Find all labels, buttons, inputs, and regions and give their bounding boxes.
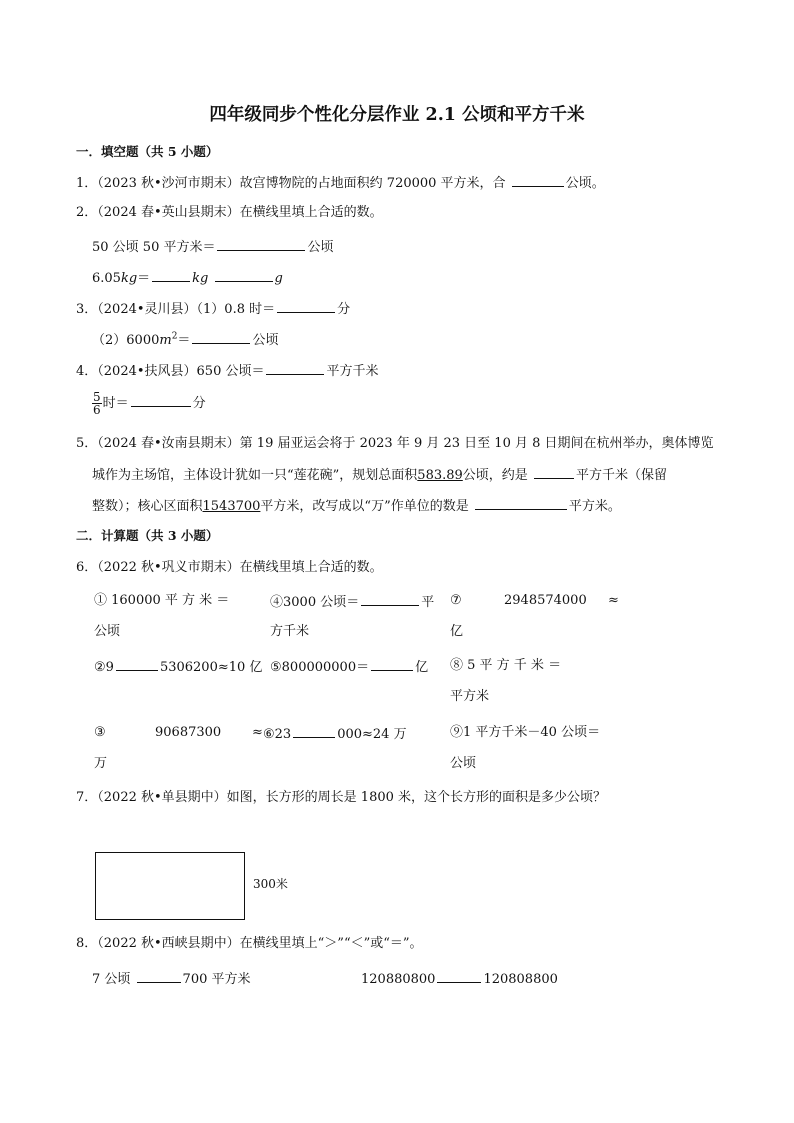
- q6-item-7: [450, 591, 462, 611]
- question-text: ≈: [252, 725, 263, 740]
- question-text: ⑨1 平方千米－40 公顷＝: [450, 725, 601, 740]
- answer-blank[interactable]: [361, 591, 419, 606]
- q6-item-8: [450, 656, 561, 676]
- question-text: 公顷，约是: [462, 468, 528, 483]
- unit-exponent: 2: [171, 331, 178, 342]
- question-text: 万: [94, 756, 108, 771]
- q6-item-3-number: [155, 723, 221, 743]
- question-2-line-1: [92, 236, 334, 258]
- question-8-item-a: [92, 968, 251, 990]
- answer-blank[interactable]: [512, 172, 564, 187]
- question-text: 公顷: [307, 240, 334, 255]
- question-3-line-2: [92, 329, 278, 351]
- question-text: 亿: [415, 660, 429, 675]
- fraction-denominator: 6: [93, 403, 101, 417]
- answer-blank[interactable]: [277, 298, 335, 313]
- question-8-item-b: [361, 968, 558, 990]
- question-text: ① 160000 平 方 米 ＝: [94, 593, 230, 608]
- question-text: 分: [337, 302, 351, 317]
- question-5: [76, 434, 714, 454]
- q6-item-3: [94, 723, 106, 743]
- question-text: 5306200≈10 亿: [159, 660, 263, 675]
- question-text: ⑧ 5 平 方 千 米 ＝: [450, 658, 562, 673]
- q6-item-3-cont: [94, 754, 107, 774]
- question-text: 分: [192, 396, 206, 411]
- unit-text: kg: [192, 271, 209, 286]
- question-8: [76, 934, 423, 954]
- q6-item-1: [94, 591, 229, 611]
- question-text: （2022 秋•西峡县期中）在横线里填上“＞”“＜”或“＝”。: [97, 936, 423, 951]
- section-heading-calculation: 二．计算题（共 3 小题）: [76, 528, 219, 543]
- rectangle-figure: [95, 852, 245, 920]
- question-text: 6.05: [92, 271, 121, 286]
- fraction-numerator: 5: [93, 390, 101, 404]
- answer-blank[interactable]: [371, 656, 413, 671]
- question-4-line-2: [92, 390, 206, 418]
- question-text: （2022 秋•巩义市期末）在横线里填上合适的数。: [97, 560, 383, 575]
- q6-item-6: [263, 723, 407, 745]
- section-heading-fill-blank: 一．填空题（共 5 小题）: [76, 144, 219, 159]
- question-5-line-3: [92, 495, 621, 517]
- question-text: （2024 春•汝南县期末）第 19 届亚运会将于 2023 年 9 月 23 日至 10 月 8 日期间在杭州举办，奥体博览: [97, 436, 714, 451]
- answer-blank[interactable]: [475, 495, 567, 510]
- q6-item-9: [450, 723, 600, 743]
- question-text: （2024•扶风县）650 公顷＝: [97, 364, 265, 379]
- question-text: （2）6000: [92, 333, 160, 348]
- question-text: 平方米，改写成以“万”作单位的数是: [260, 499, 469, 514]
- question-text: 整数）；核心区面积: [92, 499, 203, 514]
- question-text: ③: [94, 725, 106, 740]
- q6-item-7-approx: [608, 591, 619, 611]
- answer-blank[interactable]: [217, 236, 305, 251]
- question-3: [76, 298, 350, 320]
- question-number: 8．: [76, 936, 98, 951]
- question-text: ⑥23: [263, 727, 292, 742]
- question-number: 5．: [76, 436, 98, 451]
- question-text: 公顷: [450, 756, 477, 771]
- question-text: （2022 秋•单县期中）如图，长方形的周长是 1800 米，这个长方形的面积是多少公顷？: [97, 790, 607, 805]
- question-text: 平方米: [450, 689, 490, 704]
- question-text: （2023 秋•沙河市期末）故宫博物院的占地面积约 720000 平方米，合: [97, 176, 506, 191]
- question-5-line-2: [92, 464, 667, 486]
- question-text: 平方千米: [326, 364, 379, 379]
- question-number: 6．: [76, 560, 98, 575]
- question-text: 方千米: [270, 624, 310, 639]
- question-text: （2024 春•英山县期末）在横线里填上合适的数。: [97, 205, 383, 220]
- answer-blank[interactable]: [131, 392, 191, 407]
- question-text: 120808800: [483, 972, 558, 987]
- question-6: [76, 558, 383, 578]
- question-text: 7 公顷: [92, 972, 131, 987]
- question-text: 000≈24 万: [337, 727, 407, 742]
- question-text: 亿: [450, 624, 464, 639]
- question-text: 公顷: [252, 333, 279, 348]
- question-text: 平方千米（保留: [575, 468, 667, 483]
- q6-item-9-cont: [450, 754, 476, 774]
- question-text: ②9: [94, 660, 114, 675]
- answer-blank[interactable]: [437, 968, 481, 983]
- q6-item-1-cont: [94, 622, 120, 642]
- question-text: 时＝: [102, 396, 129, 411]
- question-text: 平方米。: [568, 499, 621, 514]
- question-4: [76, 360, 379, 382]
- underlined-number: 583.89: [417, 468, 463, 483]
- answer-blank[interactable]: [534, 464, 574, 479]
- question-number: 7．: [76, 790, 98, 805]
- question-1: [76, 172, 605, 194]
- question-text: ⑤800000000＝: [270, 660, 370, 675]
- question-text: 700 平方米: [182, 972, 251, 987]
- q6-item-3-approx: [252, 723, 263, 743]
- question-number: 3．: [76, 302, 98, 317]
- answer-blank[interactable]: [116, 656, 158, 671]
- answer-blank[interactable]: [266, 360, 324, 375]
- question-2: [76, 203, 383, 223]
- question-text: 2948574000: [504, 593, 587, 608]
- question-text: ≈: [608, 593, 619, 608]
- unit-text: g: [274, 271, 283, 286]
- question-text: ＝: [137, 271, 151, 286]
- unit-text: kg: [120, 271, 138, 286]
- question-number: 1．: [76, 176, 98, 191]
- question-text: 平: [421, 595, 435, 610]
- q6-item-7-cont: [450, 622, 463, 642]
- q6-item-7-number: [504, 591, 587, 611]
- question-number: 4．: [76, 364, 98, 379]
- question-text: ⑦: [450, 593, 462, 608]
- question-text: ④3000 公顷＝: [270, 595, 360, 610]
- question-7: [76, 788, 606, 808]
- question-text: 120880800: [361, 972, 436, 987]
- page-title: 四年级同步个性化分层作业 2.1 公顷和平方千米: [209, 105, 585, 125]
- q6-item-2: [94, 656, 262, 678]
- answer-blank[interactable]: [137, 968, 181, 983]
- q6-item-5: [270, 656, 428, 678]
- question-text: ＝: [177, 333, 191, 348]
- q6-item-4: [270, 591, 434, 613]
- question-2-line-2: [92, 267, 283, 289]
- answer-blank[interactable]: [152, 267, 190, 282]
- answer-blank[interactable]: [293, 723, 335, 738]
- question-number: 2．: [76, 205, 98, 220]
- question-text: 公顷: [94, 624, 121, 639]
- q6-item-8-cont: [450, 687, 489, 707]
- rectangle-side-label: 300米: [253, 877, 288, 891]
- question-text: 城作为主场馆，主体设计犹如一只“莲花碗”，规划总面积: [92, 468, 418, 483]
- question-text: （2024•灵川县）（1）0.8 时＝: [97, 302, 276, 317]
- underlined-number: 1543700: [202, 499, 261, 514]
- question-text: 50 公顷 50 平方米＝: [92, 240, 216, 255]
- q6-item-4-cont: [270, 622, 309, 642]
- answer-blank[interactable]: [192, 329, 250, 344]
- question-text: 90687300: [155, 725, 222, 740]
- fraction: [92, 391, 102, 416]
- question-text: 公顷。: [565, 176, 605, 191]
- answer-blank[interactable]: [215, 267, 273, 282]
- unit-text: m: [159, 333, 172, 348]
